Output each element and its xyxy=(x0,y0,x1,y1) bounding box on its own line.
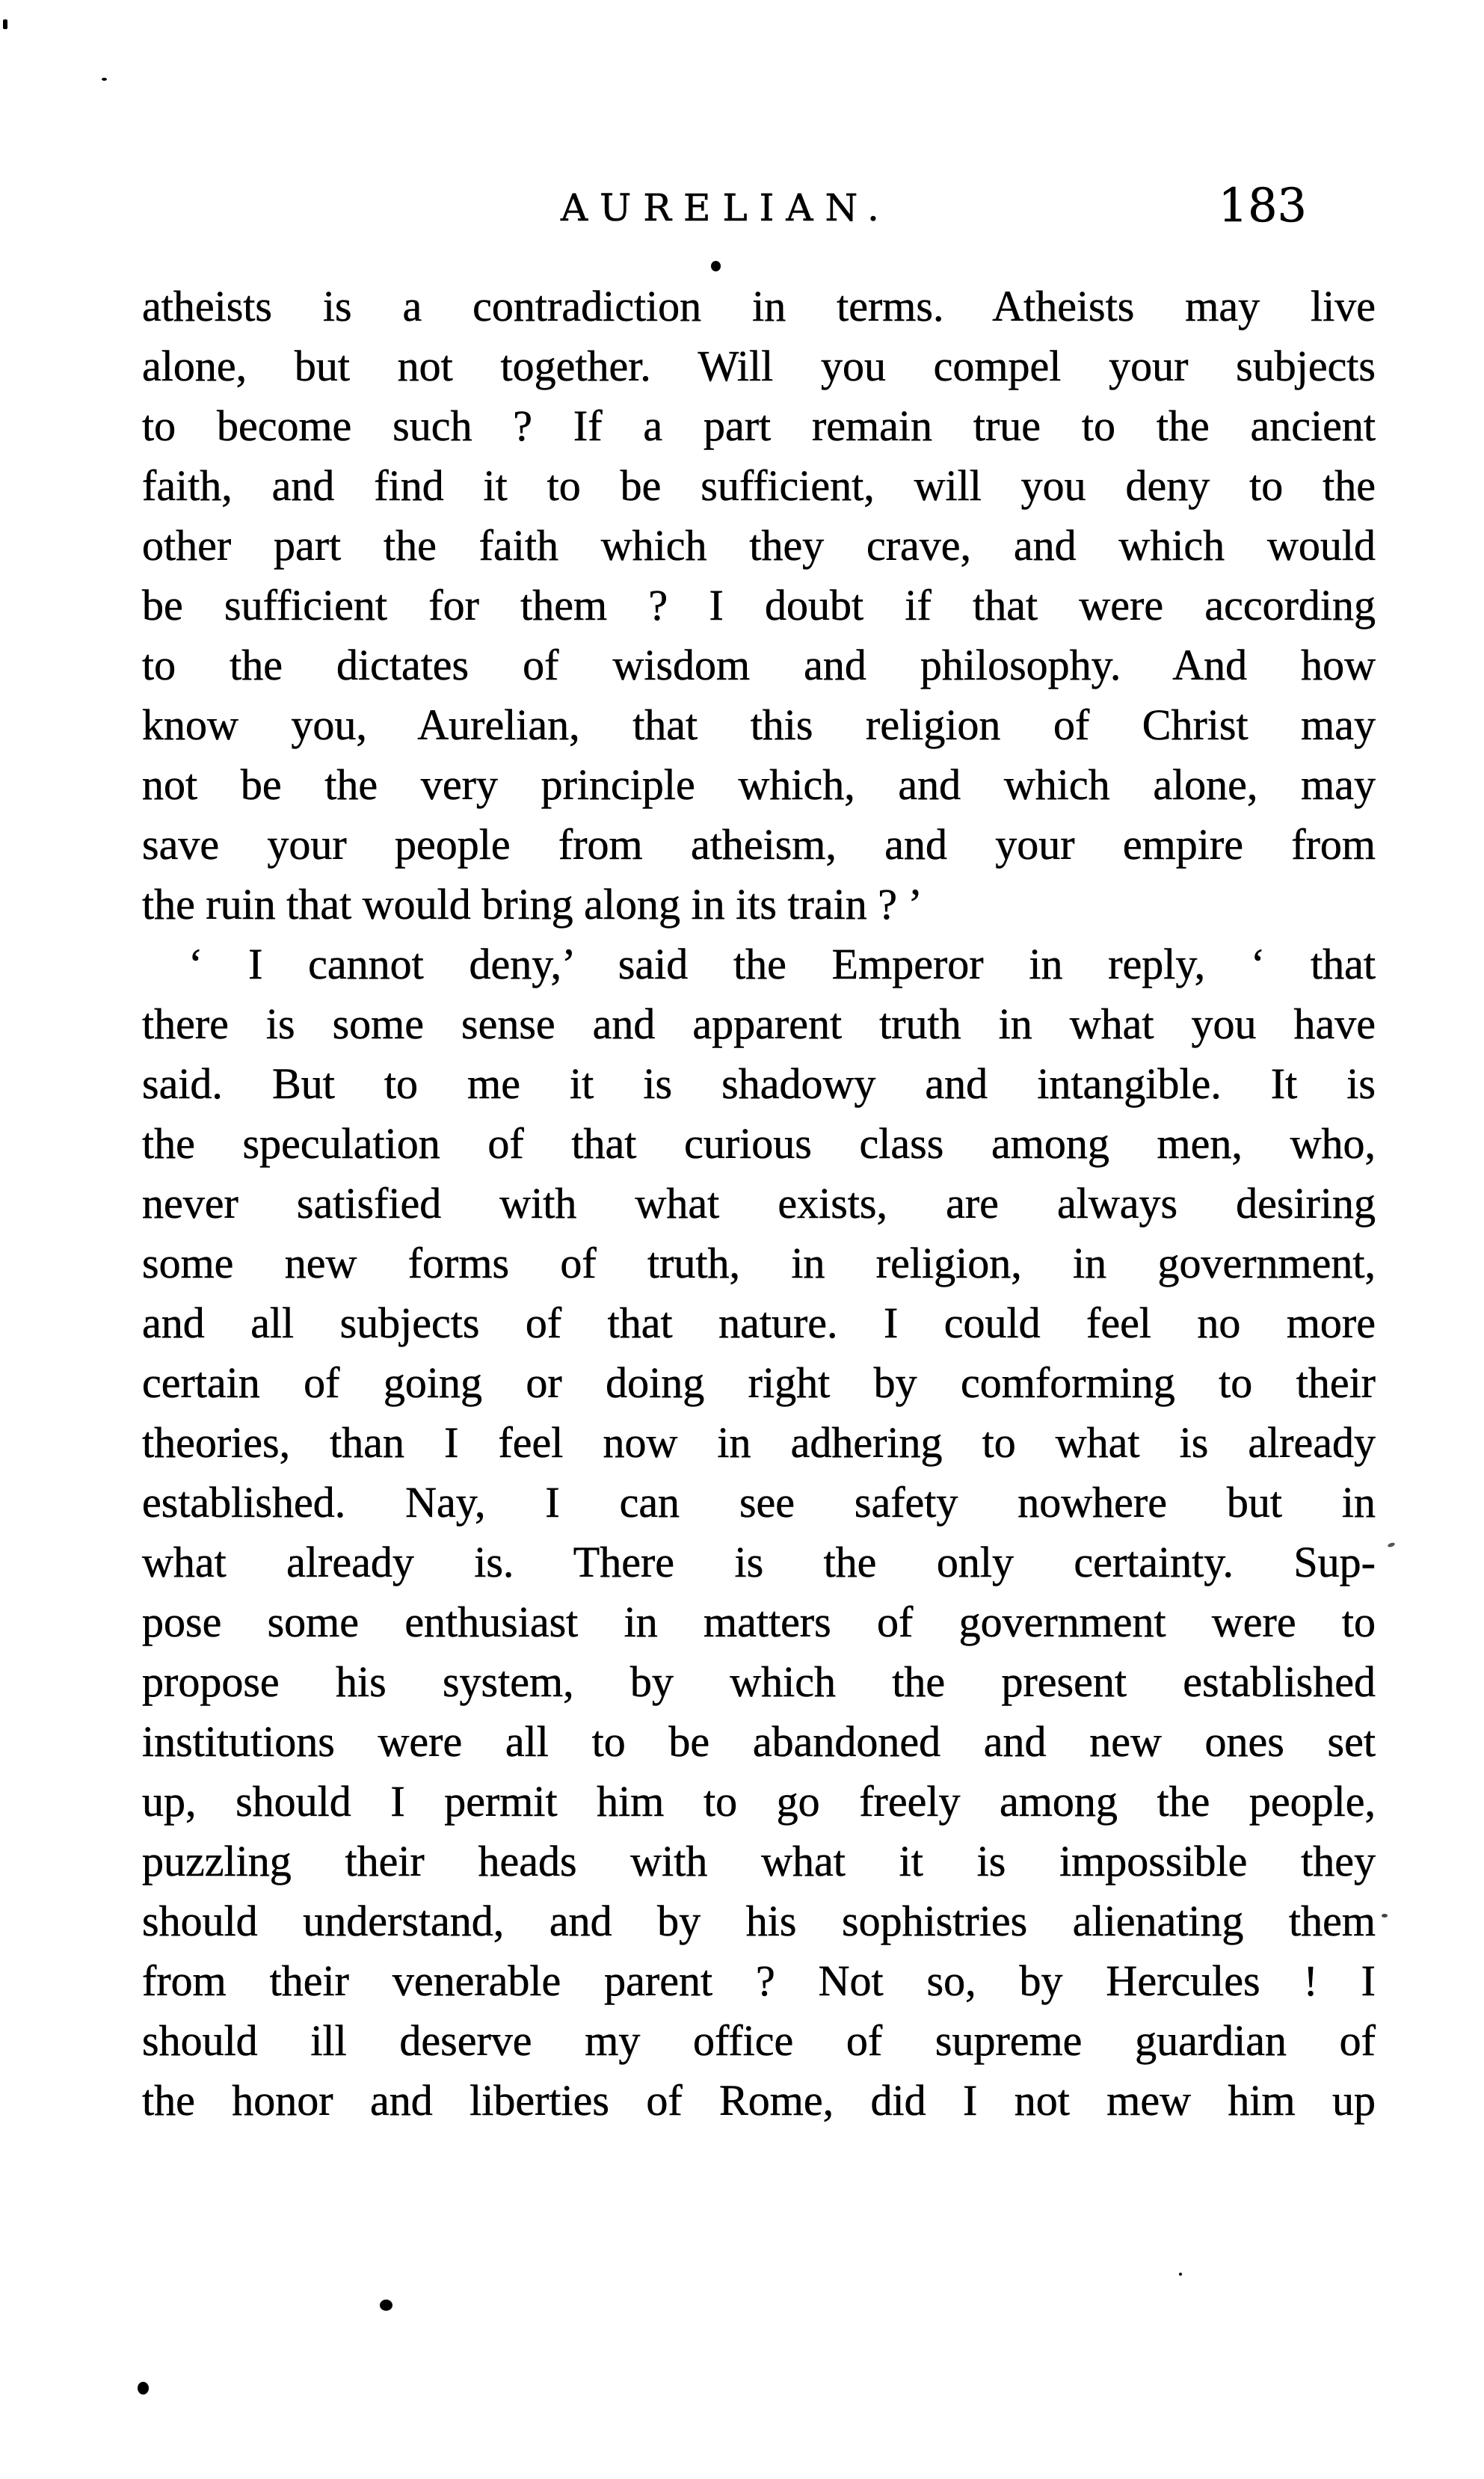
text-line: the ruin that would bring along in its train ? ’ xyxy=(142,880,923,929)
text-line: from their venerable parent ? Not so, by Hercules ! I xyxy=(142,1956,1376,2005)
text-line: know you, Aurelian, that this religion of Christ may xyxy=(142,700,1376,749)
text-line: up, should I permit him to go freely among the people, xyxy=(142,1777,1376,1826)
page-number: 183 xyxy=(1218,178,1307,232)
ink-speck xyxy=(711,261,721,271)
text-line: said. But to me it is shadowy and intangible. It is xyxy=(142,1059,1376,1108)
text-line: other part the faith which they crave, and which would xyxy=(142,521,1376,570)
text-line: pose some enthusiast in matters of government were to xyxy=(142,1598,1376,1646)
text-line: alone, but not together. Will you compel your subjects xyxy=(142,342,1376,390)
text-line: should understand, and by his sophistries alienating them xyxy=(142,1897,1376,1945)
text-line: ‘ I cannot deny,’ said the Emperor in reply, ‘ that xyxy=(188,940,1376,988)
text-line: the speculation of that curious class among men, who, xyxy=(142,1119,1376,1168)
text-line: puzzling their heads with what it is impossible they xyxy=(142,1837,1376,1885)
text-line: save your people from atheism, and your empire from xyxy=(142,820,1376,869)
text-line: to become such ? If a part remain true to the ancient xyxy=(142,401,1376,450)
text-line: established. Nay, I can see safety nowhere but in xyxy=(142,1478,1376,1527)
text-line: certain of going or doing right by comforming to their xyxy=(142,1358,1376,1407)
text-line: atheists is a contradiction in terms. Atheists may live xyxy=(142,282,1376,330)
running-header xyxy=(142,187,1376,229)
ink-speck xyxy=(1387,1542,1395,1548)
text-line: there is some sense and apparent truth in what you have xyxy=(142,1000,1376,1048)
ink-speck xyxy=(102,78,107,81)
text-line: what already is. There is the only certainty. Sup- xyxy=(142,1538,1376,1586)
text-line: be sufficient for them ? I doubt if that were according xyxy=(142,581,1376,629)
ink-speck xyxy=(138,2382,149,2395)
text-line: theories, than I feel now in adhering to what is already xyxy=(142,1418,1376,1467)
page-text xyxy=(142,277,1376,2131)
text-line: the honor and liberties of Rome, did I not mew him up xyxy=(142,2076,1376,2125)
chapter-title: AURELIAN. xyxy=(561,186,891,230)
text-line: to the dictates of wisdom and philosophy. And how xyxy=(142,641,1376,689)
ink-speck xyxy=(1382,1914,1388,1918)
text-line: never satisfied with what exists, are always desiring xyxy=(142,1179,1376,1228)
text-line: faith, and find it to be sufficient, will you deny to the xyxy=(142,461,1376,510)
text-line: propose his system, by which the present established xyxy=(142,1657,1376,1706)
ink-speck xyxy=(380,2300,392,2311)
text-line: and all subjects of that nature. I could feel no more xyxy=(142,1299,1376,1347)
text-line: should ill deserve my office of supreme guardian of xyxy=(142,2016,1376,2065)
text-line: not be the very principle which, and which alone, may xyxy=(142,760,1376,809)
text-line: institutions were all to be abandoned and new ones set xyxy=(142,1717,1376,1766)
ink-speck xyxy=(3,19,7,29)
text-line: some new forms of truth, in religion, in government, xyxy=(142,1239,1376,1287)
ink-speck xyxy=(1179,2273,1182,2276)
